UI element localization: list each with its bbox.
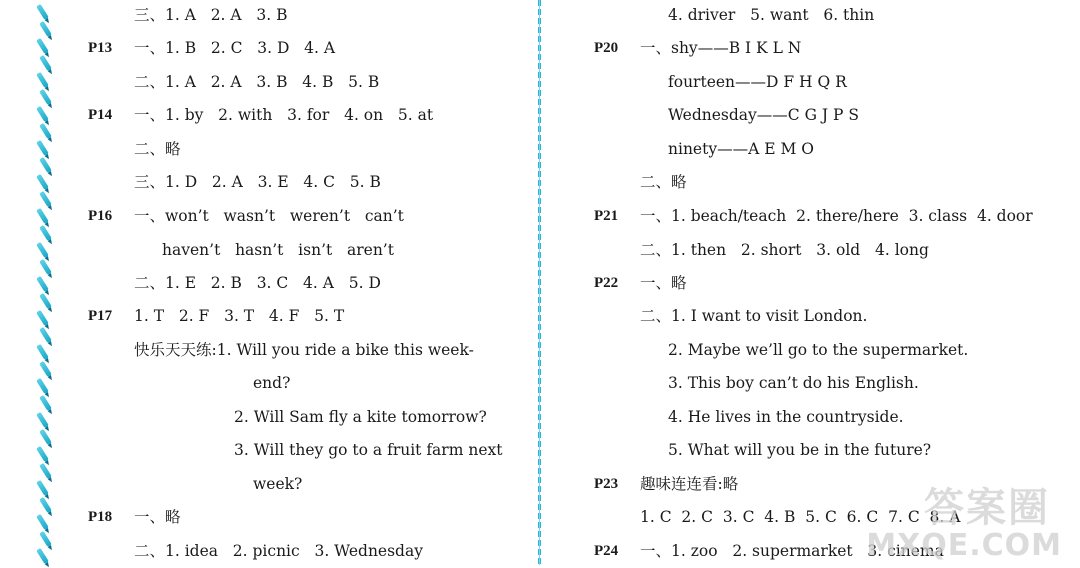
pencil-icon	[36, 548, 49, 564]
pencil-icon	[36, 174, 49, 190]
answer-line: 三、1. A 2. A 3. B	[134, 6, 288, 24]
answer-line: 二、1. E 2. B 3. C 4. A 5. D	[134, 274, 381, 292]
answer-line: 趣味连连看:略	[640, 475, 739, 493]
watermark-logo: 答案圈	[924, 485, 1050, 531]
pencil-border-decoration	[34, 0, 56, 565]
page-label: P23	[594, 476, 619, 492]
pencil-icon	[36, 446, 49, 462]
answer-line: 4. driver 5. want 6. thin	[668, 6, 875, 24]
pencil-icon	[39, 429, 52, 445]
pencil-icon	[36, 242, 49, 258]
pencil-icon	[36, 514, 49, 530]
pencil-icon	[39, 497, 52, 513]
pencil-icon	[39, 123, 52, 139]
pencil-icon	[36, 38, 49, 54]
answer-line: 一、略	[640, 274, 687, 292]
answer-line: 3. This boy can’t do his English.	[668, 374, 919, 392]
pencil-icon	[36, 344, 49, 360]
answer-line: 二、1. I want to visit London.	[640, 307, 868, 325]
answer-line: Wednesday——C G J P S	[668, 106, 860, 124]
pencil-icon	[36, 4, 49, 20]
page-label: P14	[88, 107, 113, 123]
page-label: P20	[594, 40, 619, 56]
page-label: P21	[594, 208, 619, 224]
pencil-icon	[39, 225, 52, 241]
page-label: P22	[594, 275, 619, 291]
answer-line: 3. Will they go to a fruit farm next	[234, 441, 503, 459]
answer-line: 1. T 2. F 3. T 4. F 5. T	[134, 307, 345, 325]
answer-line: 1. C 2. C 3. C 4. B 5. C 6. C 7. C 8. A	[640, 508, 961, 526]
pencil-icon	[39, 327, 52, 343]
pencil-icon	[39, 191, 52, 207]
answer-line: 二、1. then 2. short 3. old 4. long	[640, 241, 929, 259]
answer-line: 快乐天天练:1. Will you ride a bike this week-	[134, 341, 474, 359]
answer-line: 三、1. D 2. A 3. E 4. C 5. B	[134, 173, 381, 191]
pencil-icon	[39, 55, 52, 71]
answer-line: 2. Will Sam fly a kite tomorrow?	[234, 408, 487, 426]
answer-line: 2. Maybe we’ll go to the supermarket.	[668, 341, 969, 359]
answer-line: end?	[253, 374, 291, 392]
pencil-icon	[39, 293, 52, 309]
page-label: P13	[88, 40, 113, 56]
answer-line: 5. What will you be in the future?	[668, 441, 932, 459]
pencil-icon	[39, 259, 52, 275]
page-label: P16	[88, 208, 113, 224]
answer-line: ninety——A E M O	[668, 140, 814, 158]
pencil-icon	[39, 157, 52, 173]
pencil-icon	[39, 395, 52, 411]
pencil-icon	[36, 412, 49, 428]
answer-line: 二、1. idea 2. picnic 3. Wednesday	[134, 542, 423, 560]
watermark-url: MXQE.COM	[866, 528, 1062, 563]
answer-line: 一、won’t wasn’t weren’t can’t	[134, 207, 404, 225]
answer-line: 二、略	[640, 173, 687, 191]
pencil-icon	[36, 310, 49, 326]
answer-line: haven’t hasn’t isn’t aren’t	[162, 241, 394, 259]
answer-line: 一、1. by 2. with 3. for 4. on 5. at	[134, 106, 434, 124]
pencil-icon	[36, 480, 49, 496]
pencil-icon	[36, 276, 49, 292]
pencil-icon	[39, 89, 52, 105]
pencil-icon	[36, 140, 49, 156]
answer-line: 一、1. B 2. C 3. D 4. A	[134, 39, 336, 57]
pencil-icon	[39, 463, 52, 479]
answer-line: 二、1. A 2. A 3. B 4. B 5. B	[134, 73, 380, 91]
answer-line: 二、略	[134, 140, 181, 158]
page-label: P18	[88, 509, 113, 525]
column-divider-core	[539, 0, 540, 565]
answer-line: 一、1. zoo 2. supermarket 3. cinema	[640, 542, 944, 560]
answer-line: 一、1. beach/teach 2. there/here 3. class 4. door	[640, 207, 1033, 225]
pencil-icon	[39, 531, 52, 547]
pencil-icon	[36, 106, 49, 122]
pencil-icon	[36, 208, 49, 224]
pencil-icon	[36, 378, 49, 394]
answer-line: 一、shy——B I K L N	[640, 39, 802, 57]
pencil-icon	[36, 72, 49, 88]
pencil-icon	[39, 21, 52, 37]
pencil-icon	[39, 361, 52, 377]
page-label: P17	[88, 308, 113, 324]
answer-line: week?	[253, 475, 303, 493]
answer-line: 4. He lives in the countryside.	[668, 408, 904, 426]
page-label: P24	[594, 543, 619, 559]
answer-line: 一、略	[134, 508, 181, 526]
answer-line: fourteen——D F H Q R	[668, 73, 847, 91]
